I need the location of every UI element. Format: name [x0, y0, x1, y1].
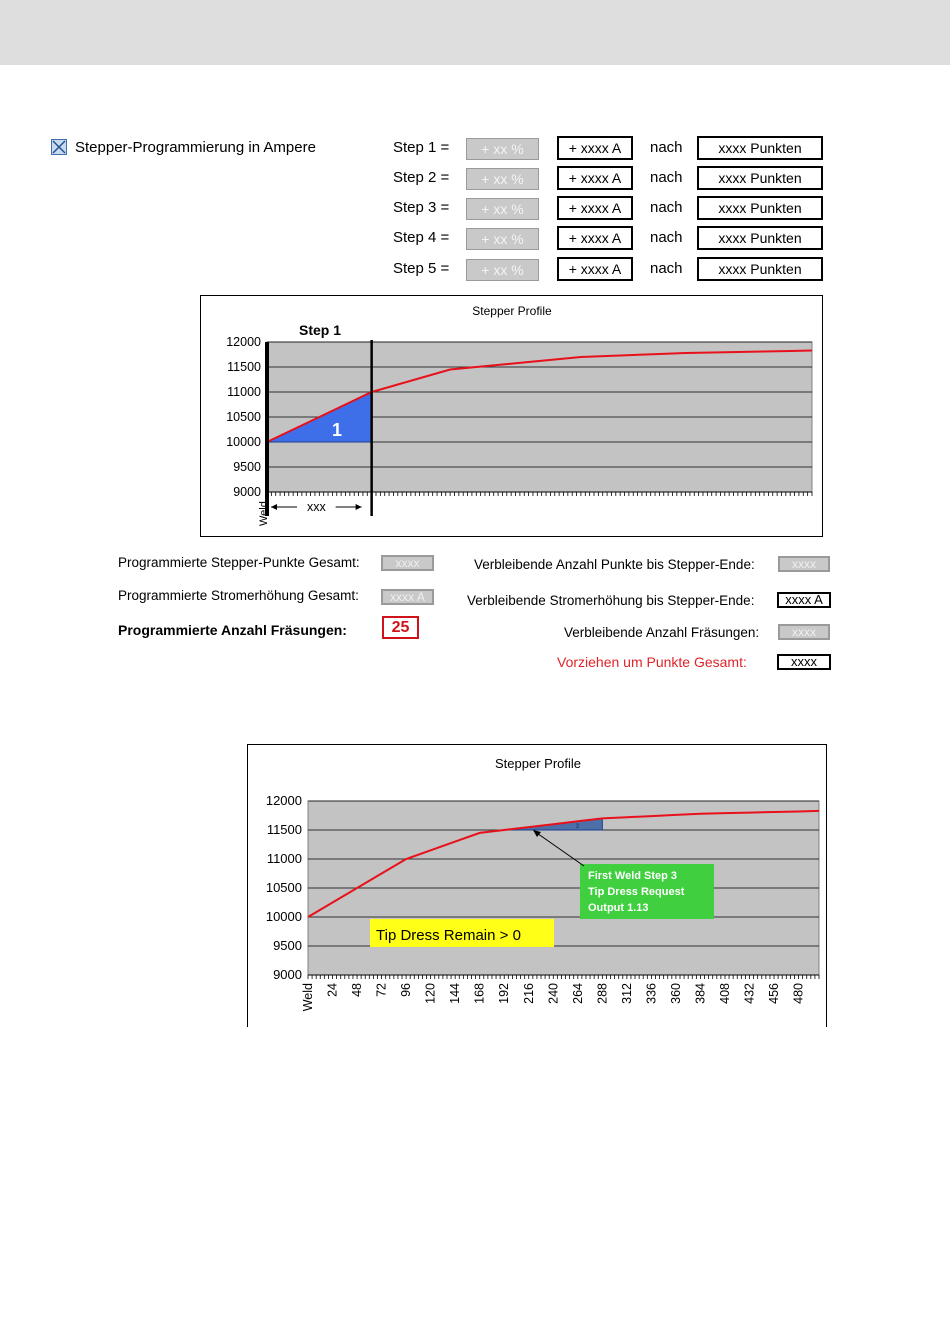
step-region-label: 3 — [575, 824, 579, 830]
remaining-tip-dress-label: Verbleibende Anzahl Fräsungen: — [564, 625, 760, 640]
x-tick-label: 240 — [546, 983, 561, 1004]
y-tick-label: 11000 — [266, 851, 302, 866]
remaining-current-field[interactable]: xxxx A — [777, 592, 831, 608]
step-2-label: Step 2 = — [393, 169, 450, 186]
step-3-after-label: nach — [650, 199, 683, 216]
step-2-after-label: nach — [650, 169, 683, 186]
x-tick-label: 72 — [374, 983, 389, 997]
step-5-percent-field[interactable]: + xx % — [466, 259, 539, 281]
x-tick-label: 360 — [668, 983, 683, 1004]
step-4-after-label: nach — [650, 229, 683, 246]
x-tick-label: 336 — [644, 983, 659, 1004]
stepper-ampere-checkbox[interactable] — [51, 139, 67, 155]
x-tick-label: 288 — [595, 983, 610, 1004]
remaining-tip-dress-field[interactable]: xxxx — [778, 624, 830, 640]
x-tick-label: 168 — [472, 983, 487, 1004]
advance-points-label: Vorziehen um Punkte Gesamt: — [557, 654, 747, 670]
y-tick-label: 9500 — [273, 938, 302, 953]
y-tick-label: 10000 — [265, 909, 302, 924]
x-tick-label: 120 — [423, 983, 438, 1004]
x-tick-label: 264 — [570, 983, 585, 1004]
x-tick-label: 216 — [521, 983, 536, 1004]
x-tick-label: 144 — [448, 983, 463, 1004]
x-tick-label: 480 — [791, 983, 806, 1004]
y-tick-label: 11000 — [227, 385, 261, 399]
step-5-label: Step 5 = — [393, 260, 450, 277]
total-current-label: Programmierte Stromerhöhung Gesamt: — [118, 588, 359, 603]
y-tick-label: 12000 — [226, 335, 261, 349]
x-tick-label: 312 — [619, 983, 634, 1004]
interval-label: xxx — [306, 500, 326, 514]
step-2-points-field[interactable]: xxxx Punkten — [697, 166, 823, 190]
tip-dress-count-label: Programmierte Anzahl Fräsungen: — [118, 622, 347, 638]
x-tick-label: Weld — [301, 983, 315, 1012]
step-3-label: Step 3 = — [393, 199, 450, 216]
x-tick-label: 48 — [350, 983, 365, 997]
remaining-current-label: Verbleibende Stromerhöhung bis Stepper-Ende: — [467, 593, 755, 608]
step-4-ampere-field[interactable]: + xxxx A — [557, 226, 633, 250]
step-4-points-field[interactable]: xxxx Punkten — [697, 226, 823, 250]
stepper-profile-chart-top — [200, 295, 823, 537]
total-points-label: Programmierte Stepper-Punkte Gesamt: — [118, 555, 360, 570]
total-current-field[interactable]: xxxx A — [381, 589, 434, 605]
y-tick-label: 10500 — [265, 880, 302, 895]
total-points-field[interactable]: xxxx — [381, 555, 434, 571]
step-area-label: 1 — [331, 420, 343, 440]
step-1-after-label: nach — [650, 139, 683, 156]
x-tick-label: 192 — [497, 983, 512, 1004]
callout-text-line: First Weld Step 3 — [588, 870, 678, 882]
step-1-percent-field[interactable]: + xx % — [466, 138, 539, 160]
chart-title: Stepper Profile — [472, 304, 552, 318]
x-tick-label: 24 — [325, 983, 340, 997]
checkbox-cross-icon — [52, 140, 66, 154]
y-tick-label: 12000 — [265, 793, 302, 808]
step-annotation: Step 1 — [299, 322, 342, 338]
remaining-points-label: Verbleibende Anzahl Punkte bis Stepper-Ende: — [474, 557, 755, 572]
step-5-points-field[interactable]: xxxx Punkten — [697, 257, 823, 281]
step-3-ampere-field[interactable]: + xxxx A — [557, 196, 633, 220]
callout-text-line: Tip Dress Request — [588, 886, 685, 898]
tip-dress-remain-text: Tip Dress Remain > 0 — [376, 927, 521, 944]
y-tick-label: 9500 — [233, 460, 261, 474]
step-1-points-field[interactable]: xxxx Punkten — [697, 136, 823, 160]
step-3-points-field[interactable]: xxxx Punkten — [697, 196, 823, 220]
step-3-percent-field[interactable]: + xx % — [466, 198, 539, 220]
step-5-ampere-field[interactable]: + xxxx A — [557, 257, 633, 281]
stepper-profile-chart-bottom — [247, 744, 827, 1027]
advance-points-field[interactable]: xxxx — [777, 654, 831, 670]
step-4-label: Step 4 = — [393, 229, 450, 246]
step-4-percent-field[interactable]: + xx % — [466, 228, 539, 250]
chart-title: Stepper Profile — [495, 756, 581, 771]
callout-text-line: Output 1.13 — [588, 902, 649, 914]
x-tick-label: 96 — [399, 983, 414, 997]
y-tick-label: 9000 — [273, 967, 302, 982]
step-5-after-label: nach — [650, 260, 683, 277]
x-tick-label: 432 — [742, 983, 757, 1004]
y-tick-label: 11500 — [227, 360, 261, 374]
interval-arrowhead-left — [271, 504, 277, 510]
x-first-label: Weld — [258, 501, 270, 526]
y-tick-label: 9000 — [233, 485, 261, 499]
y-tick-label: 10500 — [226, 410, 261, 424]
step-1-ampere-field[interactable]: + xxxx A — [557, 136, 633, 160]
step-2-percent-field[interactable]: + xx % — [466, 168, 539, 190]
step-1-label: Step 1 = — [393, 139, 450, 156]
x-tick-label: 384 — [693, 983, 708, 1004]
step-2-ampere-field[interactable]: + xxxx A — [557, 166, 633, 190]
x-tick-label: 408 — [717, 983, 732, 1004]
page-header-bar — [0, 0, 950, 65]
y-tick-label: 10000 — [226, 435, 261, 449]
interval-arrowhead-right — [356, 504, 362, 510]
y-tick-label: 11500 — [266, 822, 302, 837]
tip-dress-count-field[interactable]: 25 — [382, 616, 419, 639]
remaining-points-field[interactable]: xxxx — [778, 556, 830, 572]
stepper-profile-chart-bottom-svg — [248, 745, 826, 1028]
stepper-profile-chart-top-svg — [201, 296, 822, 536]
x-tick-label: 456 — [767, 983, 782, 1004]
stepper-ampere-checkbox-label: Stepper-Programmierung in Ampere — [75, 139, 316, 156]
